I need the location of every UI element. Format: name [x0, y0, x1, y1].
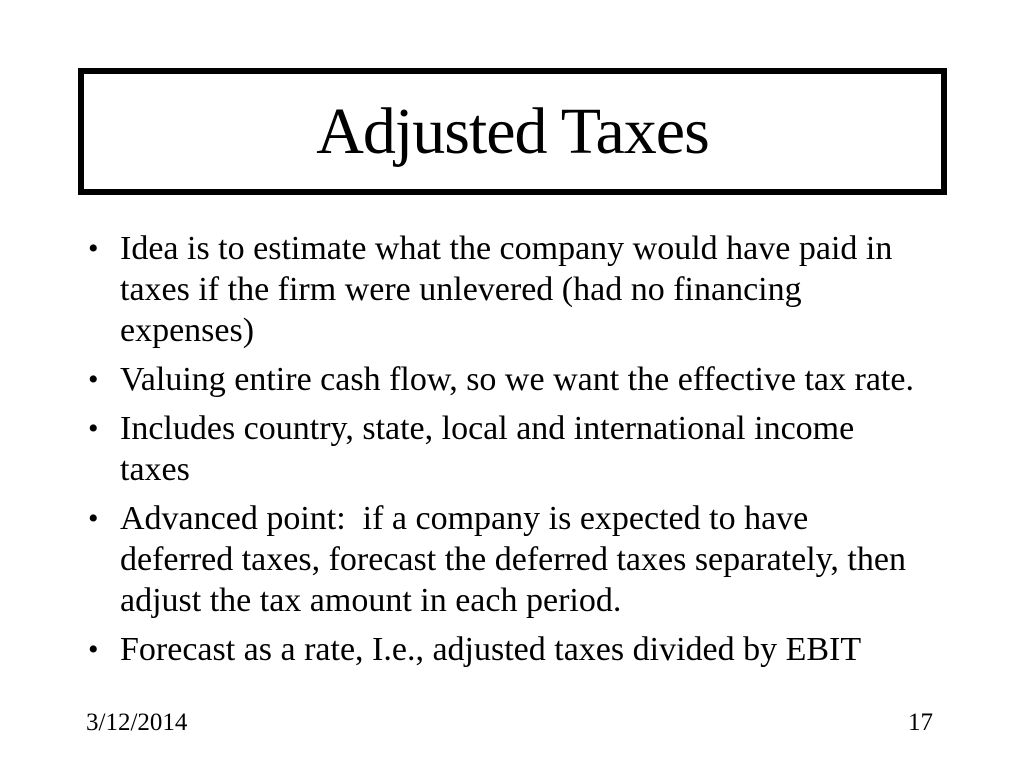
bullet-text: [120, 629, 940, 670]
bullet-line: deferred taxes, forecast the deferred taxes separately, then: [120, 541, 906, 578]
bullet-line: Valuing entire cash flow, so we want the effective tax rate.: [120, 361, 914, 398]
bullet-item: [84, 408, 940, 490]
bullet-icon: •: [88, 412, 99, 445]
bullet-line: taxes if the firm were unlevered (had no financing: [120, 271, 802, 308]
slide-title-box: [78, 68, 947, 195]
bullet-line: Forecast as a rate, I.e., adjusted taxes divided by EBIT: [120, 631, 862, 668]
slide-number: 17: [908, 709, 933, 736]
bullet-item: [84, 629, 940, 670]
bullet-text: [120, 408, 940, 490]
bullet-icon: •: [88, 502, 99, 535]
bullet-item: [84, 498, 940, 621]
bullet-text: [120, 228, 940, 351]
bullet-item: [84, 359, 940, 400]
bullet-text: [120, 498, 940, 621]
bullet-line: adjust the tax amount in each period.: [120, 582, 622, 619]
slide-body: [84, 228, 940, 678]
bullet-line: Idea is to estimate what the company would have paid in: [120, 230, 893, 267]
bullet-text: [120, 359, 940, 400]
bullet-icon: •: [88, 232, 99, 265]
slide-title: Adjusted Taxes: [316, 94, 709, 168]
bullet-line: Advanced point: if a company is expected to have: [120, 500, 809, 537]
footer-date: 3/12/2014: [86, 709, 188, 736]
bullet-line: expenses): [120, 312, 255, 349]
bullet-item: [84, 228, 940, 351]
bullet-line: taxes: [120, 451, 190, 488]
bullet-line: Includes country, state, local and international income: [120, 410, 855, 447]
bullet-icon: •: [88, 633, 99, 666]
bullet-icon: •: [88, 363, 99, 396]
